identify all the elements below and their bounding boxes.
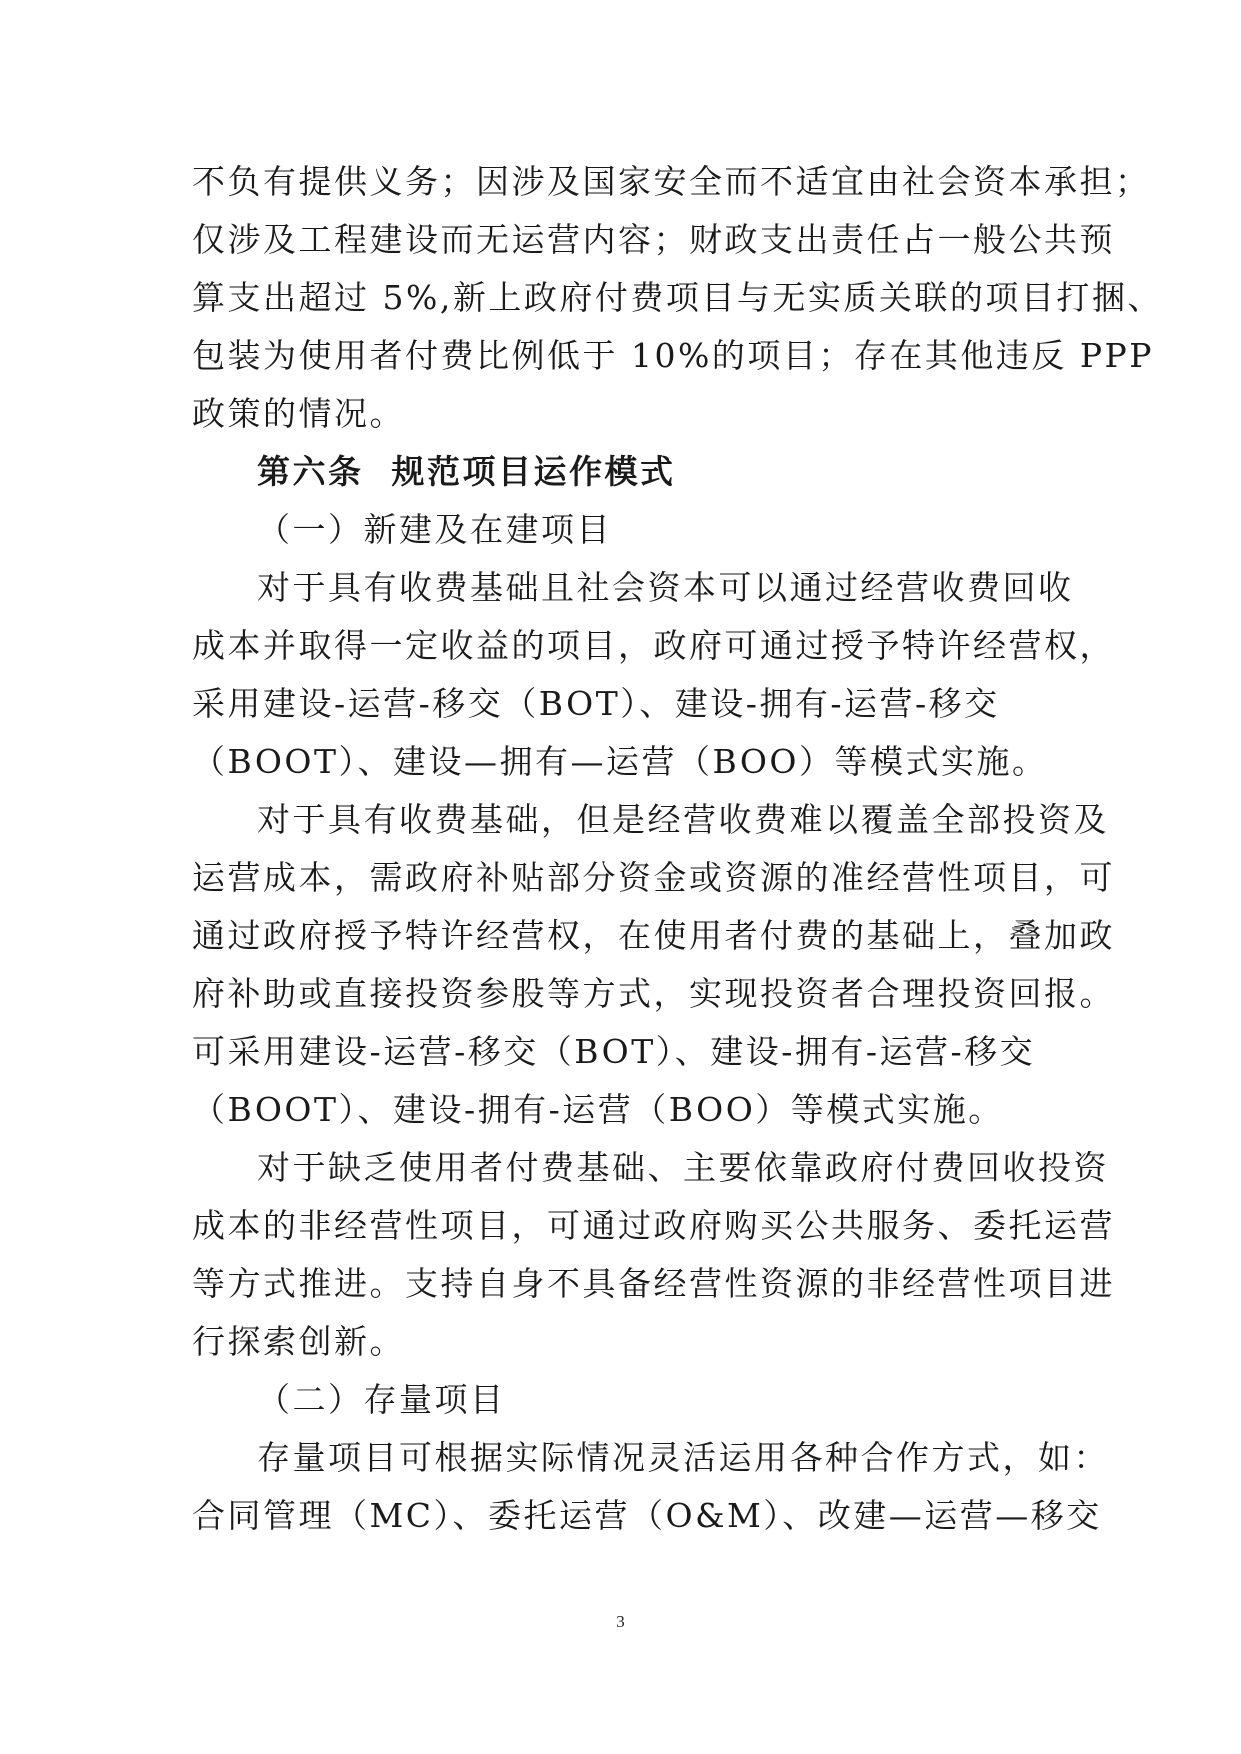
text-line: 采用建设-运营-移交（BOT）、建设-拥有-运营-移交	[192, 684, 1000, 723]
text-line: 成本的非经营性项目，可通过政府购买公共服务、委托运营	[192, 1206, 1115, 1245]
text-line: 成本并取得一定收益的项目，政府可通过授予特许经营权，	[192, 626, 1115, 665]
text-line: 运营成本，需政府补贴部分资金或资源的准经营性项目，可	[192, 858, 1115, 897]
text-line: 存量项目可根据实际情况灵活运用各种合作方式，如：	[257, 1438, 1109, 1477]
section-heading: （二）存量项目	[257, 1380, 506, 1419]
text-line: 行探索创新。	[192, 1322, 405, 1361]
text-line: （BOOT）、建设—拥有—运营（BOO）等模式实施。	[192, 742, 1048, 781]
text-line: 不负有提供义务；因涉及国家安全而不适宜由社会资本承担；	[192, 162, 1151, 201]
text-line: 对于具有收费基础，但是经营收费难以覆盖全部投资及	[257, 800, 1109, 839]
article-heading	[257, 452, 676, 492]
page-number: 3	[616, 1612, 625, 1631]
text-line: 对于缺乏使用者付费基础、主要依靠政府付费回收投资	[257, 1148, 1109, 1187]
section-heading: （一）新建及在建项目	[257, 510, 612, 549]
text-line: 对于具有收费基础且社会资本可以通过经营收费回收	[257, 568, 1074, 607]
text-line: 等方式推进。支持自身不具备经营性资源的非经营性项目进	[192, 1264, 1115, 1303]
text-line: 包装为使用者付费比例低于 10%的项目；存在其他违反 PPP	[192, 336, 1154, 375]
text-line: 仅涉及工程建设而无运营内容；财政支出责任占一般公共预	[192, 220, 1115, 259]
text-line: 算支出超过 5%,新上政府付费项目与无实质关联的项目打捆、	[192, 278, 1163, 317]
text-line: 政策的情况。	[192, 394, 405, 433]
text-line: 府补助或直接投资参股等方式，实现投资者合理投资回报。	[192, 974, 1115, 1013]
article-title: 规范项目运作模式	[391, 452, 676, 491]
text-line: （BOOT）、建设-拥有-运营（BOO）等模式实施。	[192, 1090, 1004, 1129]
article-number: 第六条	[257, 452, 364, 491]
text-line: 合同管理（MC）、委托运营（O&M）、改建—运营—移交	[192, 1496, 1102, 1535]
text-line: 通过政府授予特许经营权，在使用者付费的基础上，叠加政	[192, 916, 1115, 955]
text-line: 可采用建设-运营-移交（BOT）、建设-拥有-运营-移交	[192, 1032, 1036, 1071]
